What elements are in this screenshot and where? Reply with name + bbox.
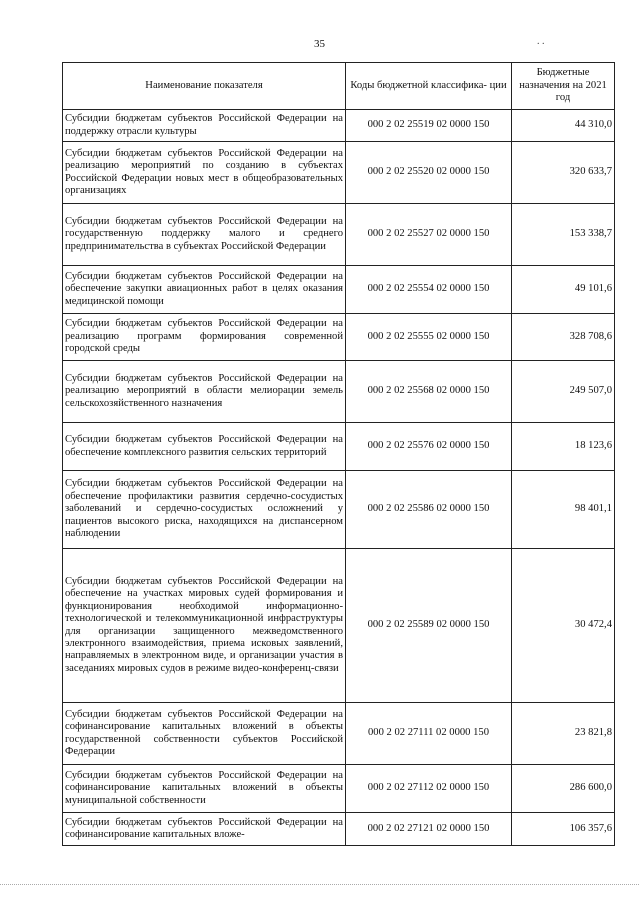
row-amount: 30 472,4 (512, 549, 615, 703)
table-row (63, 471, 615, 549)
row-code: 000 2 02 25554 02 0000 150 (346, 266, 512, 314)
row-amount: 320 633,7 (512, 142, 615, 204)
row-code: 000 2 02 25555 02 0000 150 (346, 314, 512, 361)
header-code: Коды бюджетной классифика- ции (346, 63, 512, 110)
corner-mark: . . (537, 36, 545, 47)
row-name: Субсидии бюджетам субъектов Российской Федерации на государственную поддержку малого и среднего предпринимательства в субъектах Российской Федерации (63, 204, 346, 266)
row-code: 000 2 02 25520 02 0000 150 (346, 142, 512, 204)
row-amount: 328 708,6 (512, 314, 615, 361)
table-row (63, 204, 615, 266)
budget-table (62, 62, 615, 846)
row-code: 000 2 02 25527 02 0000 150 (346, 204, 512, 266)
row-amount: 18 123,6 (512, 423, 615, 471)
table-body (63, 110, 615, 846)
row-name: Субсидии бюджетам субъектов Российской Федерации на поддержку отрасли культуры (63, 110, 346, 142)
row-amount: 153 338,7 (512, 204, 615, 266)
row-code: 000 2 02 25519 02 0000 150 (346, 110, 512, 142)
row-amount: 49 101,6 (512, 266, 615, 314)
table-row (63, 549, 615, 703)
header-name: Наименование показателя (63, 63, 346, 110)
row-amount: 286 600,0 (512, 765, 615, 813)
row-name: Субсидии бюджетам субъектов Российской Федерации на обеспечение закупки авиационных работ в целях оказания медицинской помощи (63, 266, 346, 314)
page-number: 35 (314, 38, 325, 50)
row-code: 000 2 02 27121 02 0000 150 (346, 813, 512, 846)
row-amount: 98 401,1 (512, 471, 615, 549)
table-row (63, 765, 615, 813)
row-amount: 106 357,6 (512, 813, 615, 846)
table-row (63, 314, 615, 361)
row-code: 000 2 02 27111 02 0000 150 (346, 703, 512, 765)
row-code: 000 2 02 25586 02 0000 150 (346, 471, 512, 549)
row-amount: 23 821,8 (512, 703, 615, 765)
row-name: Субсидии бюджетам субъектов Российской Федерации на софинансирование капитальных вложений в объекты государственной собственности субъектов Российской Федерации (63, 703, 346, 765)
table-row (63, 361, 615, 423)
table-header (63, 63, 615, 110)
row-name: Субсидии бюджетам субъектов Российской Федерации на софинансирование капитальных вложений в объекты муниципальной собственности (63, 765, 346, 813)
row-name: Субсидии бюджетам субъектов Российской Федерации на реализацию мероприятий по созданию в субъектах Российской Федерации новых мест в общеобразовательных организациях (63, 142, 346, 204)
table-row (63, 266, 615, 314)
row-code: 000 2 02 25568 02 0000 150 (346, 361, 512, 423)
row-code: 000 2 02 25589 02 0000 150 (346, 549, 512, 703)
row-name: Субсидии бюджетам субъектов Российской Федерации на обеспечение комплексного развития сельских территорий (63, 423, 346, 471)
row-name: Субсидии бюджетам субъектов Российской Федерации на обеспечение профилактики развития сердечно-сосудистых заболеваний и сердечно-сосудистых осложнений у пациентов высокого риска, находящихся на диспансерном наблюдении (63, 471, 346, 549)
row-name: Субсидии бюджетам субъектов Российской Федерации на обеспечение на участках мировых судей формирования и функционирования необходимой информационно-технологической и телекоммуникационной инфраструктуры для организации защищенного межведомственного электронного взаимодействия, приема исковых заявлений, направляемых в электронном виде, и организации участия в заседаниях мировых судов в режиме видео-конференц-связи (63, 549, 346, 703)
header-amount: Бюджетные назначения на 2021 год (512, 63, 615, 110)
table-row (63, 813, 615, 846)
table-row (63, 142, 615, 204)
table-row (63, 423, 615, 471)
table-row (63, 110, 615, 142)
scan-edge-line (0, 884, 639, 886)
row-amount: 249 507,0 (512, 361, 615, 423)
row-name: Субсидии бюджетам субъектов Российской Федерации на реализацию программ формирования современной городской среды (63, 314, 346, 361)
row-code: 000 2 02 27112 02 0000 150 (346, 765, 512, 813)
row-code: 000 2 02 25576 02 0000 150 (346, 423, 512, 471)
row-amount: 44 310,0 (512, 110, 615, 142)
row-name: Субсидии бюджетам субъектов Российской Федерации на софинансирование капитальных вложе- (63, 813, 346, 846)
table-row (63, 703, 615, 765)
row-name: Субсидии бюджетам субъектов Российской Федерации на реализацию мероприятий в области мелиорации земель сельскохозяйственного назначения (63, 361, 346, 423)
